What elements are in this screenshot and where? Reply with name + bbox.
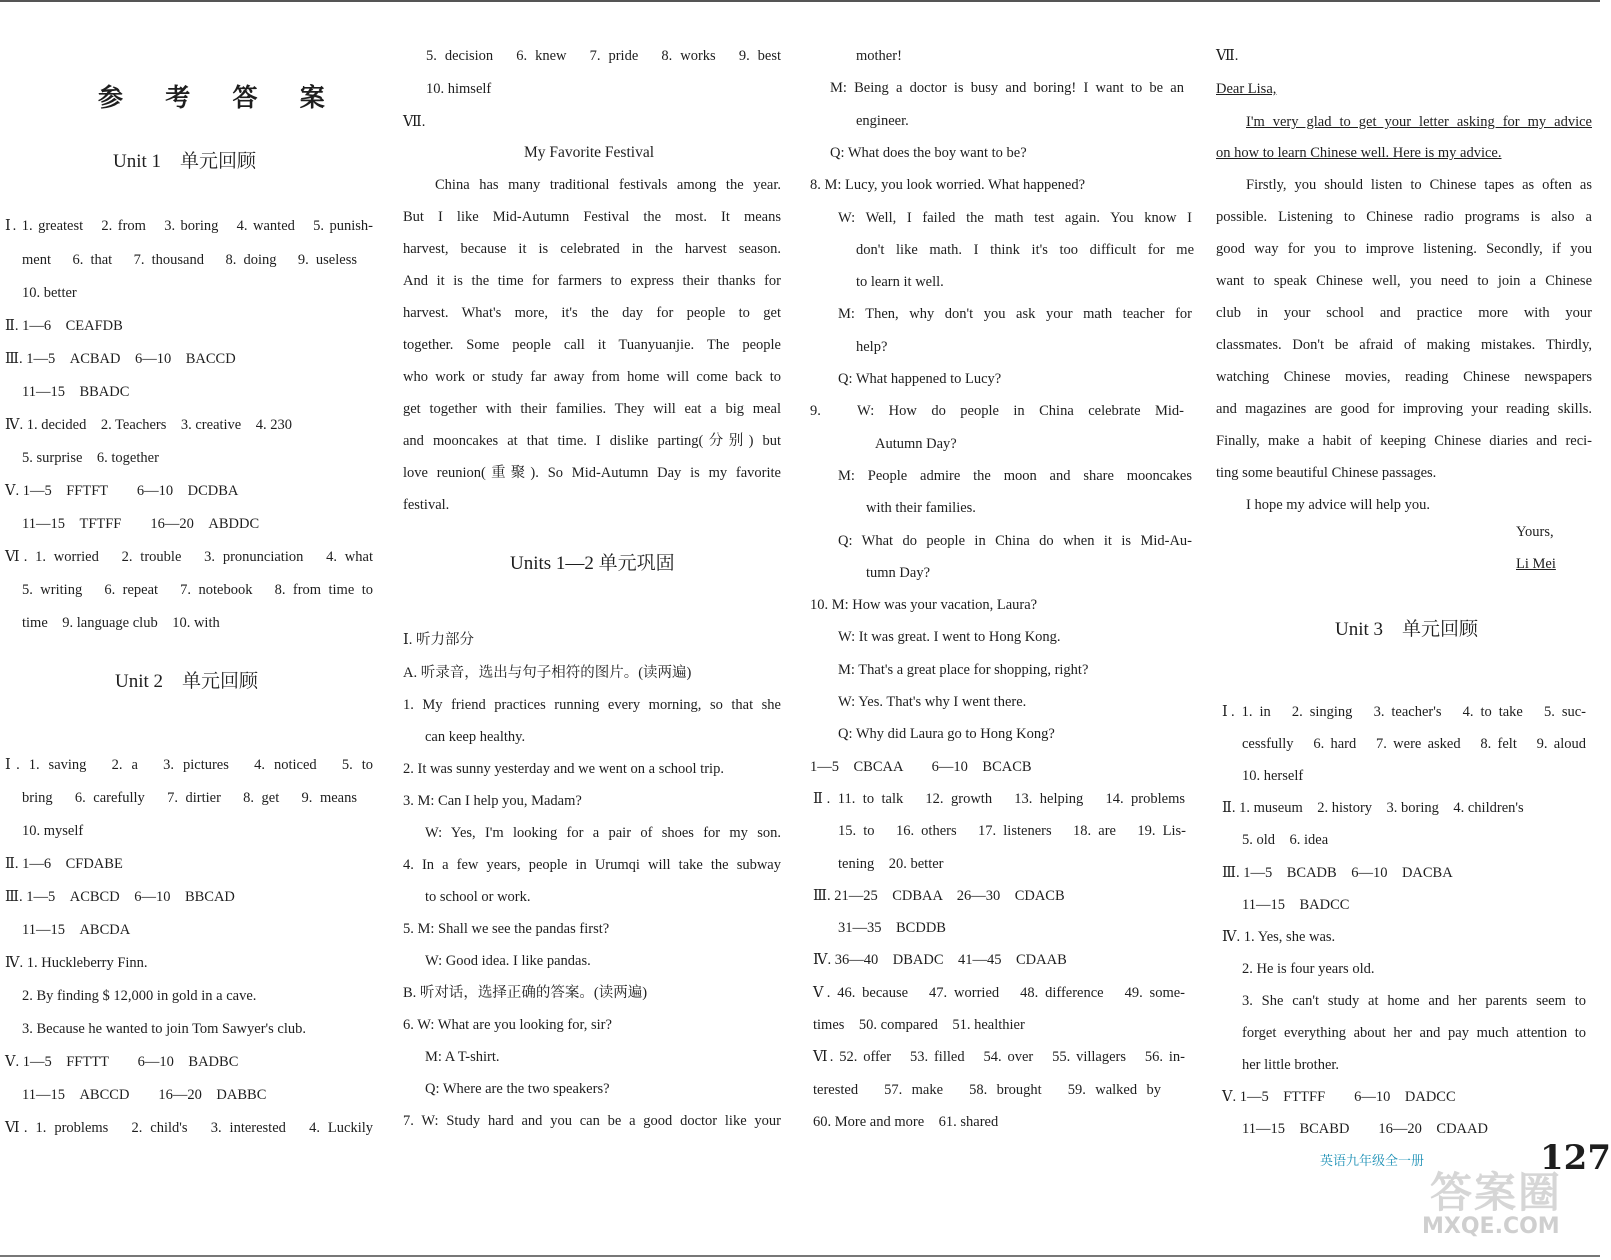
answer-line: forget everything about her and pay much attention to <box>1242 1025 1586 1041</box>
answer-line: Autumn Day? <box>875 435 957 452</box>
answer-line: 10. better <box>22 285 77 301</box>
answer-line: terested 57. make 58. brought 59. walked by <box>813 1081 1161 1098</box>
answer-line: Q: What happened to Lucy? <box>838 371 1002 387</box>
answer-line: Ⅴ. 46. because 47. worried 48. difference 49. some- <box>813 984 1185 1001</box>
answer-line: mother! <box>856 48 902 64</box>
answer-line: ment 6. that 7. thousand 8. doing 9. useless <box>22 252 357 268</box>
answer-line: Ⅶ. <box>403 114 426 130</box>
answer-line: Ⅵ. 1. worried 2. trouble 3. pronunciation 4. what <box>5 549 373 565</box>
letter-line: I'm very glad to get your letter asking for my advice <box>1246 114 1592 130</box>
essay-line: festival. <box>403 497 450 513</box>
answer-line: Ⅵ. 52. offer 53. filled 54. over 55. villagers 56. in- <box>813 1049 1185 1066</box>
letter-line: want to speak Chinese well, you need to join a Chinese <box>1216 273 1592 289</box>
answer-line: tumn Day? <box>866 564 931 581</box>
answer-line: help? <box>856 338 888 355</box>
top-rule <box>0 0 1600 2</box>
answer-line: W: It was great. I went to Hong Kong. <box>838 629 1061 646</box>
answer-line: Ⅲ. 1—5 ACBCD 6—10 BBCAD <box>5 889 235 905</box>
watermark-cn: 答案圈 <box>1430 1168 1563 1217</box>
essay-line: get together with their families. They will eat a big meal <box>403 401 781 417</box>
answer-line: Ⅰ. 1. in 2. singing 3. teacher's 4. to take 5. suc- <box>1222 704 1586 720</box>
answer-line: 2. He is four years old. <box>1242 960 1375 977</box>
page-number: 127 <box>1540 1138 1611 1178</box>
answer-line: Ⅵ. 1. problems 2. child's 3. interested 4. Luckily <box>5 1120 373 1136</box>
answer-line: 5. old 6. idea <box>1242 832 1329 849</box>
essay-title: My Favorite Festival <box>524 144 655 161</box>
script-line: W: Yes, I'm looking for a pair of shoes for my son. <box>425 825 781 841</box>
essay-line: But I like Mid-Autumn Festival the most. It means <box>403 209 781 225</box>
answer-line: 3. Because he wanted to join Tom Sawyer's club. <box>22 1021 307 1037</box>
answer-line: 2. By finding $ 12,000 in gold in a cave. <box>22 988 257 1004</box>
letter-line: Finally, make a habit of keeping Chinese diaries and reci- <box>1216 433 1592 449</box>
answer-line: 5. surprise 6. together <box>22 450 159 466</box>
answer-line: Q: What do people in China do when it is Mid-Au- <box>838 532 1192 549</box>
essay-line: China has many traditional festivals among the year. <box>435 177 781 193</box>
section-title-unit1: Unit 1 单元回顾 <box>113 151 257 172</box>
answer-line: Ⅴ. 1—5 FTTFF 6—10 DADCC <box>1222 1089 1456 1106</box>
answer-line: 60. More and more 61. shared <box>813 1113 999 1130</box>
script-line: 5. M: Shall we see the pandas first? <box>403 921 610 937</box>
answer-line: 15. to 16. others 17. listeners 18. are 19. Lis- <box>838 823 1186 840</box>
answer-line: cessfully 6. hard 7. were asked 8. felt 9. aloud <box>1242 736 1586 753</box>
script-line: 2. It was sunny yesterday and we went on a school trip. <box>403 761 724 777</box>
script-line: A. 听录音，选出与句子相符的图片。(读两遍) <box>403 665 692 681</box>
letter-line: watching Chinese movies, reading Chinese newspapers <box>1216 369 1592 385</box>
letter-line: classmates. Don't be afraid of making mistakes. Thirdly, <box>1216 337 1592 353</box>
answer-line: Q: What does the boy want to be? <box>830 144 1027 161</box>
answer-line: Ⅴ. 1—5 FFTFT 6—10 DCDBA <box>5 483 239 499</box>
letter-line: good way for you to improve listening. Secondly, if you <box>1216 241 1592 257</box>
answer-line: 11—15 ABCDA <box>22 922 131 938</box>
answer-line: M: People admire the moon and share mooncakes <box>838 467 1192 484</box>
script-line: 6. W: What are you looking for, sir? <box>403 1017 612 1033</box>
answer-line: 10. himself <box>426 81 492 97</box>
script-line: B. 听对话，选择正确的答案。(读两遍) <box>403 985 648 1001</box>
letter-closing: Yours, <box>1516 524 1554 540</box>
script-line: 1. My friend practices running every morning, so that she <box>403 697 781 713</box>
script-line: M: A T-shirt. <box>425 1049 500 1065</box>
answer-line: Ⅰ. 1. saving 2. a 3. pictures 4. noticed 5. to <box>5 757 373 773</box>
answer-line: tening 20. better <box>838 855 944 872</box>
answer-line: 3. She can't study at home and her parents seem to <box>1242 992 1586 1009</box>
answer-line: 31—35 BCDDB <box>838 920 946 937</box>
letter-signature: Li Mei <box>1516 556 1556 572</box>
watermark-url: MXQE.COM <box>1422 1214 1560 1239</box>
answer-line: Ⅴ. 1—5 FFTTT 6—10 BADBC <box>5 1054 239 1070</box>
answer-line: Ⅰ. 1. greatest 2. from 3. boring 4. wanted 5. punish- <box>5 218 373 234</box>
answer-line: to learn it well. <box>856 274 944 291</box>
script-line: W: Good idea. I like pandas. <box>425 953 591 969</box>
section-title-units12: Units 1—2 单元巩固 <box>510 553 675 574</box>
book-name: 英语九年级全一册 <box>1320 1154 1425 1169</box>
answer-line: Ⅳ. 1. decided 2. Teachers 3. creative 4. 230 <box>5 417 292 433</box>
answer-line: 11—15 BBADC <box>22 384 130 400</box>
answer-line: 1—5 CBCAA 6—10 BCACB <box>810 758 1032 775</box>
answer-line: 9. W: How do people in China celebrate Mid- <box>810 403 1184 420</box>
answer-line: times 50. compared 51. healthier <box>813 1017 1025 1033</box>
essay-line: who work or study far away from home will come back to <box>403 369 781 385</box>
essay-line: harvest, because it is celebrated in the harvest season. <box>403 241 781 257</box>
essay-line: and mooncakes at that time. I dislike parting(分别) but <box>403 433 781 449</box>
section-marker: Ⅶ. <box>1216 48 1239 64</box>
answer-line: 5. decision 6. knew 7. pride 8. works 9. best <box>426 48 781 64</box>
answer-line: Ⅲ. 21—25 CDBAA 26—30 CDACB <box>813 887 1065 904</box>
section-title-unit3: Unit 3 单元回顾 <box>1335 619 1479 640</box>
letter-line: on how to learn Chinese well. Here is my advice. <box>1216 145 1502 161</box>
answer-line: Ⅱ. 11. to talk 12. growth 13. helping 14. problems <box>813 790 1185 807</box>
answer-line: 10. M: How was your vacation, Laura? <box>810 597 1038 614</box>
script-line: 7. W: Study hard and you can be a good doctor like your <box>403 1113 781 1129</box>
letter-greeting: Dear Lisa, <box>1216 81 1277 97</box>
essay-line: And it is the time for farmers to express their thanks for <box>403 273 781 289</box>
bottom-rule <box>0 1255 1600 1257</box>
script-line: to school or work. <box>425 889 531 905</box>
page-title: 参 考 答 案 <box>98 85 343 112</box>
answer-line: 11—15 TFTFF 16—20 ABDDC <box>22 516 260 532</box>
answer-line: Ⅳ. 1. Huckleberry Finn. <box>5 955 148 971</box>
letter-line: possible. Listening to Chinese radio programs is also a <box>1216 209 1592 225</box>
script-line: 4. In a few years, people in Urumqi will take the subway <box>403 857 781 873</box>
answer-line: time 9. language club 10. with <box>22 615 220 631</box>
answer-line: Q: Why did Laura go to Hong Kong? <box>838 726 1055 743</box>
script-line: 3. M: Can I help you, Madam? <box>403 793 582 809</box>
answer-line: W: Well, I failed the math test again. You know I <box>838 209 1192 226</box>
essay-line: harvest. What's more, it's the day for people to get <box>403 305 781 321</box>
answer-line: M: That's a great place for shopping, right? <box>838 661 1089 678</box>
answer-line: 11—15 ABCCD 16—20 DABBC <box>22 1087 267 1103</box>
answer-line: 11—15 BCABD 16—20 CDAAD <box>1242 1121 1488 1138</box>
answer-line: 8. M: Lucy, you look worried. What happened? <box>810 177 1086 194</box>
answer-line: Ⅲ. 1—5 ACBAD 6—10 BACCD <box>5 351 236 367</box>
answer-line: engineer. <box>856 112 909 129</box>
answer-line: W: Yes. That's why I went there. <box>838 694 1027 710</box>
answer-line: Ⅱ. 1—6 CEAFDB <box>5 318 123 334</box>
answer-line: 11—15 BADCC <box>1242 896 1350 913</box>
essay-line: together. Some people call it Tuanyuanjie. The people <box>403 337 781 353</box>
answer-line: Ⅱ. 1—6 CFDABE <box>5 856 123 872</box>
section-title-unit2: Unit 2 单元回顾 <box>115 671 259 692</box>
answer-line: Ⅳ. 36—40 DBADC 41—45 CDAAB <box>813 952 1067 969</box>
script-line: Ⅰ. 听力部分 <box>403 632 474 648</box>
letter-line: and magazines are good for improving your reading skills. <box>1216 401 1592 417</box>
answer-line: 10. herself <box>1242 768 1304 785</box>
answer-line: M: Being a doctor is busy and boring! I want to be an <box>830 80 1184 97</box>
letter-line: club in your school and practice more with your <box>1216 305 1592 321</box>
answer-line: Ⅲ. 1—5 BCADB 6—10 DACBA <box>1222 864 1453 881</box>
answer-line: 5. writing 6. repeat 7. notebook 8. from time to <box>22 582 373 598</box>
answer-line: her little brother. <box>1242 1057 1340 1074</box>
answer-line: bring 6. carefully 7. dirtier 8. get 9. means <box>22 790 357 806</box>
answer-line: M: Then, why don't you ask your math teacher for <box>838 306 1192 323</box>
script-line: Q: Where are the two speakers? <box>425 1081 610 1097</box>
answer-line: don't like math. I think it's too difficult for me <box>856 241 1194 258</box>
letter-line: Firstly, you should listen to Chinese tapes as often as <box>1246 177 1592 193</box>
letter-line: ting some beautiful Chinese passages. <box>1216 465 1437 481</box>
script-line: can keep healthy. <box>425 729 526 745</box>
answer-line: 10. myself <box>22 823 84 839</box>
answer-line: Ⅱ. 1. museum 2. history 3. boring 4. children's <box>1222 800 1524 817</box>
answer-line: with their families. <box>866 500 976 517</box>
answer-line: Ⅳ. 1. Yes, she was. <box>1222 928 1336 945</box>
watermark-logo <box>1422 1160 1592 1255</box>
letter-line: I hope my advice will help you. <box>1246 497 1431 513</box>
essay-line: love reunion(重聚). So Mid-Autumn Day is my favorite <box>403 465 781 481</box>
